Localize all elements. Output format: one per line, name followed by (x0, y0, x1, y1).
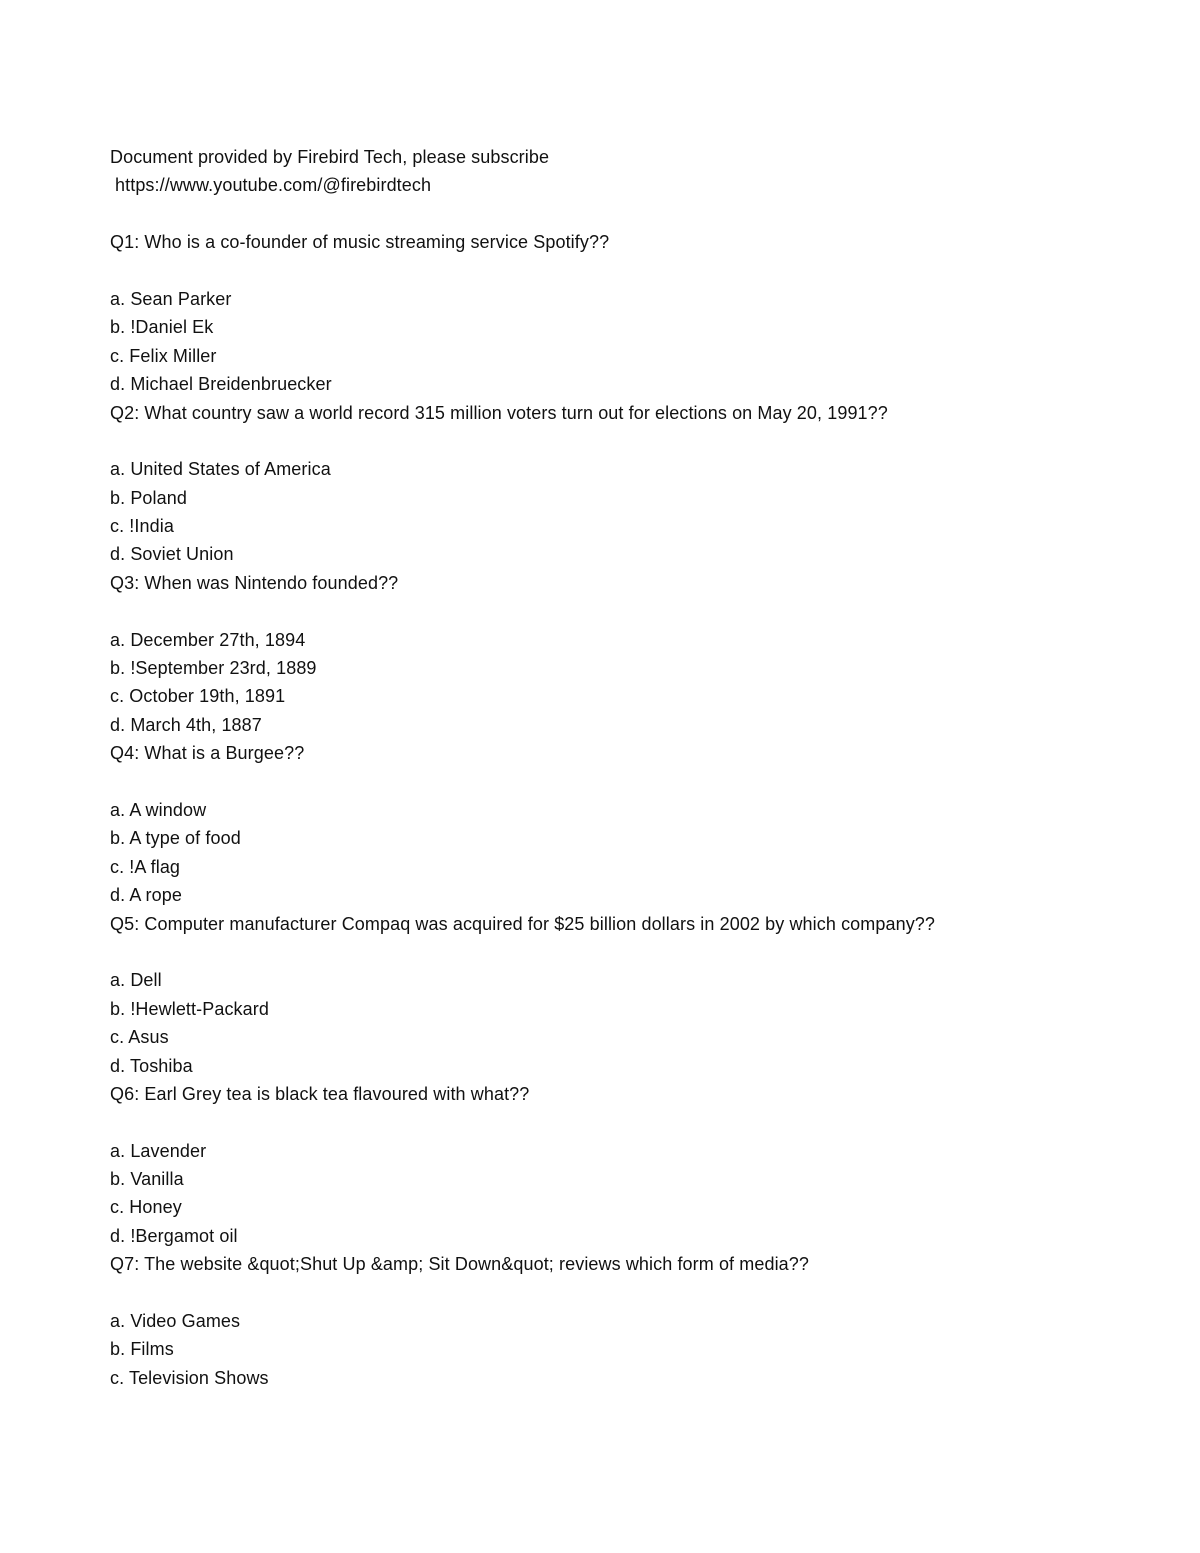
document-page (110, 143, 1110, 1392)
option-3d: d. March 4th, 1887 (110, 714, 262, 735)
option-3c: c. October 19th, 1891 (110, 686, 286, 707)
option-2b: b. Poland (110, 487, 187, 508)
option-7c: c. Television Shows (110, 1367, 269, 1388)
spacer (110, 200, 1110, 228)
document-header-url: https://www.youtube.com/@firebirdtech (115, 175, 432, 196)
question-6: Q6: Earl Grey tea is black tea flavoured with what?? (110, 1083, 530, 1104)
option-4a: a. A window (110, 799, 207, 820)
option-4c: c. !A flag (110, 856, 181, 877)
spacer (110, 1279, 1110, 1307)
option-2c: c. !India (110, 516, 174, 537)
option-4d: d. A rope (110, 885, 182, 906)
option-6c: c. Honey (110, 1197, 182, 1218)
spacer (110, 427, 1110, 455)
option-2a: a. United States of America (110, 459, 331, 480)
option-5c: c. Asus (110, 1027, 169, 1048)
option-5b: b. !Hewlett-Packard (110, 998, 269, 1019)
option-5a: a. Dell (110, 970, 162, 991)
option-7b: b. Films (110, 1339, 174, 1360)
spacer (110, 938, 1110, 966)
question-1: Q1: Who is a co-founder of music streaming service Spotify?? (110, 232, 610, 253)
question-4: Q4: What is a Burgee?? (110, 743, 305, 764)
option-4b: b. A type of food (110, 828, 241, 849)
option-5d: d. Toshiba (110, 1055, 193, 1076)
option-6d: d. !Bergamot oil (110, 1225, 238, 1246)
option-1c: c. Felix Miller (110, 345, 217, 366)
spacer (110, 597, 1110, 625)
spacer (110, 257, 1110, 285)
option-1d: d. Michael Breidenbruecker (110, 374, 332, 395)
option-7a: a. Video Games (110, 1311, 241, 1332)
question-7: Q7: The website &quot;Shut Up &amp; Sit Down&quot; reviews which form of media?? (110, 1254, 810, 1275)
option-3a: a. December 27th, 1894 (110, 629, 306, 650)
option-6a: a. Lavender (110, 1140, 207, 1161)
spacer (110, 768, 1110, 796)
question-5: Q5: Computer manufacturer Compaq was acquired for $25 billion dollars in 2002 by which company?? (110, 913, 936, 934)
option-1a: a. Sean Parker (110, 288, 232, 309)
option-2d: d. Soviet Union (110, 544, 234, 565)
question-3: Q3: When was Nintendo founded?? (110, 572, 399, 593)
option-6b: b. Vanilla (110, 1169, 184, 1190)
document-header-title: Document provided by Firebird Tech, please subscribe (110, 147, 550, 167)
option-1b: b. !Daniel Ek (110, 317, 214, 338)
spacer (110, 1108, 1110, 1136)
option-3b: b. !September 23rd, 1889 (110, 658, 317, 679)
question-2: Q2: What country saw a world record 315 million voters turn out for elections on May 20, 1991?? (110, 402, 888, 423)
